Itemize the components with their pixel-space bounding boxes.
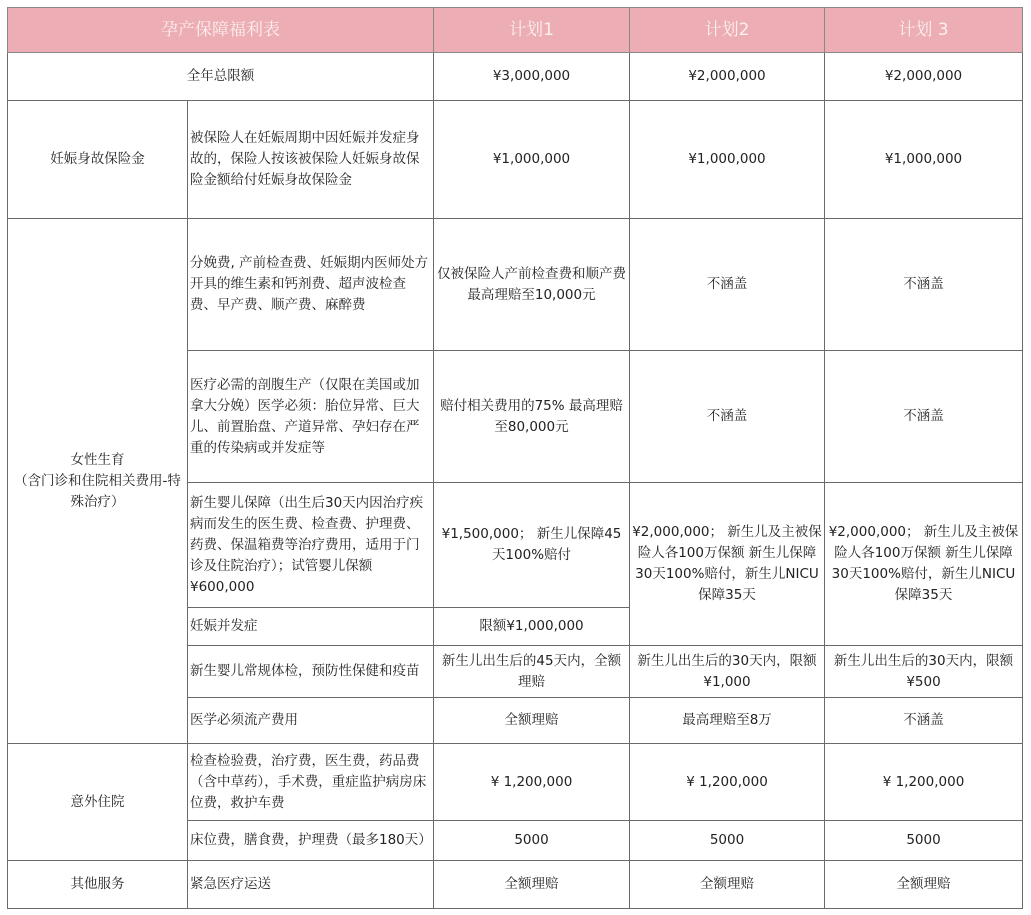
cell: 仅被保险人产前检查费和顺产费最高理赔至10,000元 <box>434 219 630 351</box>
cell: 不涵盖 <box>825 351 1023 483</box>
cell: 5000 <box>825 821 1023 861</box>
cell: ¥1,500,000； 新生儿保障45天100%赔付 <box>434 483 630 608</box>
cell: 新生儿出生后的30天内，限额¥500 <box>825 646 1023 698</box>
row-desc: 床位费，膳食费，护理费（最多180天） <box>188 821 434 861</box>
cell: ¥1,000,000 <box>434 101 630 219</box>
plan-2-header: 计划2 <box>630 8 825 53</box>
cell: ¥1,000,000 <box>825 101 1023 219</box>
cell: ¥2,000,000 <box>630 53 825 101</box>
category-label: 妊娠身故保险金 <box>8 101 188 219</box>
row-desc: 新生婴儿常规体检，预防性保健和疫苗 <box>188 646 434 698</box>
row-desc: 新生婴儿保障（出生后30天内因治疗疾病而发生的医生费、检查费、护理费、药费、保温箱费等治疗费用，适用于门诊及住院治疗）；试管婴儿保额¥600,000 <box>188 483 434 608</box>
cell: 不涵盖 <box>630 351 825 483</box>
cell: 全额理赔 <box>434 861 630 909</box>
cell: ¥3,000,000 <box>434 53 630 101</box>
row-desc: 分娩费, 产前检查费、妊娠期内医师处方开具的维生素和钙剂费、超声波检查费、早产费、顺产费、麻醉费 <box>188 219 434 351</box>
cell: 5000 <box>434 821 630 861</box>
cell: 限额¥1,000,000 <box>434 608 630 646</box>
header-row <box>8 8 1023 53</box>
row-label: 全年总限额 <box>8 53 434 101</box>
cell: 全额理赔 <box>630 861 825 909</box>
row-desc: 被保险人在妊娠周期中因妊娠并发症身故的，保险人按该被保险人妊娠身故保险金额给付妊娠身故保险金 <box>188 101 434 219</box>
table-row <box>8 219 1023 351</box>
cell: ¥ 1,200,000 <box>825 744 1023 821</box>
cell: ¥ 1,200,000 <box>434 744 630 821</box>
row-desc: 医疗必需的剖腹生产（仅限在美国或加拿大分娩）医学必须：胎位异常、巨大儿、前置胎盘、产道异常、孕妇存在严重的传染病或并发症等 <box>188 351 434 483</box>
cell: 5000 <box>630 821 825 861</box>
cell: ¥2,000,000； 新生儿及主被保险人各100万保额 新生儿保障30天100%赔付，新生儿NICU保障35天 <box>630 483 825 646</box>
table-row <box>8 101 1023 219</box>
plan-1-header: 计划1 <box>434 8 630 53</box>
cell: 新生儿出生后的30天内，限额¥1,000 <box>630 646 825 698</box>
category-label <box>8 219 188 744</box>
table-row <box>8 861 1023 909</box>
cell: ¥2,000,000 <box>825 53 1023 101</box>
category-title: 女性生育 <box>70 451 125 468</box>
cell: ¥2,000,000； 新生儿及主被保险人各100万保额 新生儿保障30天100%赔付，新生儿NICU保障35天 <box>825 483 1023 646</box>
category-label: 其他服务 <box>8 861 188 909</box>
table-row <box>8 744 1023 821</box>
cell: 不涵盖 <box>825 219 1023 351</box>
cell: ¥ 1,200,000 <box>630 744 825 821</box>
row-desc: 检查检验费，治疗费，医生费，药品费（含中草药），手术费，重症监护病房床位费，救护车费 <box>188 744 434 821</box>
cell: 赔付相关费用的75% 最高理赔至80,000元 <box>434 351 630 483</box>
cell: 不涵盖 <box>630 219 825 351</box>
cell: 全额理赔 <box>825 861 1023 909</box>
cell: 不涵盖 <box>825 698 1023 744</box>
table-row <box>8 53 1023 101</box>
row-desc: 紧急医疗运送 <box>188 861 434 909</box>
category-label: 意外住院 <box>8 744 188 861</box>
cell: 全额理赔 <box>434 698 630 744</box>
row-desc: 医学必须流产费用 <box>188 698 434 744</box>
cell: 新生儿出生后的45天内，全额理赔 <box>434 646 630 698</box>
maternity-benefits-table <box>7 7 1023 909</box>
table-title: 孕产保障福利表 <box>8 8 434 53</box>
cell: ¥1,000,000 <box>630 101 825 219</box>
plan-3-header: 计划 3 <box>825 8 1023 53</box>
cell: 最高理赔至8万 <box>630 698 825 744</box>
row-desc: 妊娠并发症 <box>188 608 434 646</box>
category-subtitle: （含门诊和住院相关费用-特殊治疗） <box>14 472 181 510</box>
